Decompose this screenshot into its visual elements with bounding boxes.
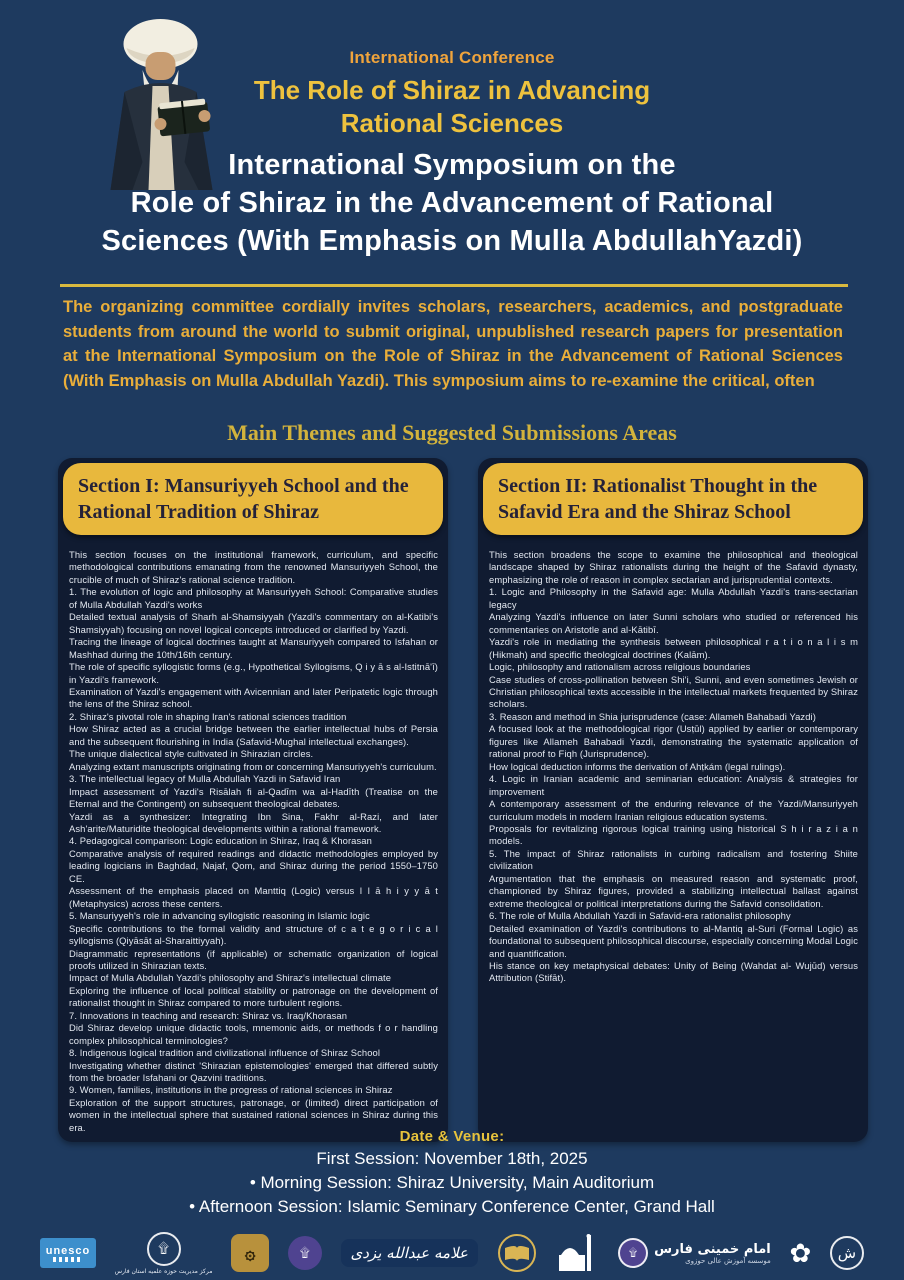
gold-emblem-icon: ۞: [231, 1234, 269, 1272]
themes-heading: Main Themes and Suggested Submissions Areas: [227, 420, 677, 445]
section-paragraph: 5. The impact of Shiraz rationalists in curbing radicalism and fostering Shiite civilization: [489, 847, 858, 872]
section-paragraph: Logic, philosophy and rationalism across religious boundaries: [489, 661, 751, 673]
section-paragraph: Comparative analysis of required readings and didactic methodologies employed by leading logicians in Baghdad, Najaf, Qom, and Shiraz during the period 1550–1750 CE.: [69, 847, 438, 884]
logo-gold-emblem: [231, 1234, 269, 1272]
unesco-wordmark: unesco: [45, 1244, 91, 1257]
venue-line: First Session: November 18th, 2025: [316, 1149, 588, 1168]
section-paragraph: Proposals for revitalizing rigorous logical training using historical S h i r a z i a n models.: [489, 822, 858, 847]
section-paragraph: Tracing the lineage of logical doctrines taught at Mansuriyyeh compared to Isfahan or Mashhad during the 10th/16th century.: [69, 636, 438, 660]
section-paragraph: 8. Indigenous logical tradition and civilizational influence of Shiraz School: [69, 1047, 381, 1059]
section-1-panel: [58, 458, 448, 1142]
logo-gold-book: [497, 1233, 537, 1273]
logo-howzeh-fars-label: مرکز مدیریت حوزه علمیه استان فارس: [114, 1267, 213, 1275]
section-paragraph: 7. Innovations in teaching and research: Shiraz vs. Iraq/Khorasan: [69, 1009, 348, 1021]
conference-title: [0, 74, 904, 140]
section-paragraph: Impact of Mulla Abdullah Yazdi's philosophy and Shiraz's intellectual climate: [69, 972, 392, 984]
section-paragraph: The role of specific syllogistic forms (e.g., Hypothetical Syllogisms, Q i y ā s al-Istitnā'ī) in Yazdi's framework.: [69, 661, 438, 685]
symposium-title: [0, 146, 904, 260]
unesco-icon: [40, 1238, 96, 1268]
section-paragraph: Detailed textual analysis of Sharh al-Shamsiyyah (Yazdi's commentary on al-Katibi's Shamsiyyah) focusing on novel logical concepts introduced or clarified by Yazdi.: [69, 611, 438, 635]
section-paragraph: 4. Logic in Iranian academic and seminarian education: Analysis & strategies for improvement: [489, 773, 858, 797]
intro-paragraph: The organizing committee cordially invites scholars, researchers, academics, and postgraduate students from around the world to submit original, unpublished research papers for presentation at the International Symposium on the Role of Shiraz in the Advancement of Rational Sciences (With Emphasis on Mulla Abdullah Yazdi). This symposium aims to re-examine the critical, often: [63, 298, 843, 390]
section-paragraph: Yazdi's role in mediating the synthesis between philosophical r a t i o n a l i s m (Hikmah) and specific theological doctrines (Kalām).: [489, 636, 858, 660]
section-paragraph: Examination of Yazdi's engagement with Avicennian and later Peripatetic logic through the lens of the Shiraz school.: [69, 685, 438, 710]
section-1-body: [58, 540, 448, 1142]
section-paragraph: How logical deduction informs the derivation of Ahṭkám (legal rulings).: [489, 760, 786, 772]
partner-logos-strip: [40, 1228, 864, 1278]
section-paragraph: 9. Women, families, institutions in the progress of rational sciences in Shiraz: [69, 1084, 393, 1096]
open-book-emblem-icon: [497, 1233, 537, 1273]
section-paragraph: The unique dialectical style cultivated in Shirazian circles.: [69, 748, 314, 760]
logo-round-calligraphy: [830, 1236, 864, 1270]
section-paragraph: Analyzing extant manuscripts originating from or concerning Mansuriyyeh's curriculum.: [69, 760, 437, 772]
venue-line: • Morning Session: Shiraz University, Main Auditorium: [249, 1173, 655, 1192]
logo-khomeini-title: امام خمینی فارس: [654, 1241, 771, 1257]
section-2-body: [478, 540, 868, 993]
logo-calligraphy-allameh: [341, 1239, 478, 1267]
section-paragraph: Detailed examination of Yazdi's contributions to al-Mantiq al-Suri (Formal Logic) as foundational to subsequent philosophical discourse, especially concerning Modal Logic and quantification.: [489, 922, 858, 959]
sections-container: [58, 458, 868, 1142]
section-paragraph: 6. The role of Mulla Abdullah Yazdi in Safavid-era rationalist philosophy: [489, 910, 791, 922]
logo-fars-foundation: [288, 1236, 322, 1270]
section-paragraph: Argumentation that the emphasis on measured reason and systematic proof, championed by Shiraz figures, provided a stabilizing intellectual ballast against extreme theological or political interpretations during the Safavid consolidation.: [489, 872, 858, 909]
section-paragraph: Specific contributions to the formal validity and structure of c a t e g o r i c a l syllogisms (Qiyāsāt al-Sharaittiyyah).: [69, 922, 438, 947]
venue-lines: [0, 1147, 904, 1219]
section-paragraph: 2. Shiraz's pivotal role in shaping Iran's rational sciences tradition: [69, 710, 347, 722]
calligraphy-icon: علامه عبدالله یزدی: [341, 1239, 478, 1267]
section-paragraph: Impact assessment of Yazdi's Risālah fi al-Qadīm wa al-Hadīth (Treatise on the Eternal and the Contingent) on subsequent theological debates.: [69, 785, 438, 810]
section-paragraph: A focused look at the methodological rigor (Usṭūl) applied by earlier or contemporary figures like Allameh Bahabadi Yazdi, demonstrating the systematic application of rational proof to Fiqh (Jurisprudence).: [489, 723, 858, 760]
logo-emam-khomeini-fars: [618, 1238, 771, 1268]
logo-khomeini-subtitle: موسسه آموزش عالی حوزوی: [685, 1256, 771, 1265]
section-paragraph: A contemporary assessment of the enduring relevance of the Yazdi/Mansuriyyeh curriculum models in modern Iranian religious education systems.: [489, 798, 858, 822]
logo-mosque: [555, 1233, 599, 1273]
section-paragraph: 1. The evolution of logic and philosophy at Mansuriyyeh School: Comparative studies of Mulla Abdullah Yazdi's works: [69, 586, 438, 610]
mosque-silhouette-icon: [555, 1233, 599, 1273]
gold-divider: [60, 284, 848, 287]
logo-howzeh-fars: [115, 1232, 213, 1275]
khomeini-emblem-icon: ۩: [618, 1238, 648, 1268]
section-paragraph: Exploration of the support structures, patronage, or (limited) direct participation of women in the intellectual sphere that sustained rational sciences in Shiraz during this era.: [69, 1096, 438, 1133]
symposium-title-line3: Sciences (With Emphasis on Mulla AbdullahYazdi): [101, 225, 803, 257]
conference-kicker: International Conference: [349, 48, 555, 67]
venue-line: • Afternoon Session: Islamic Seminary Conference Center, Grand Hall: [189, 1197, 715, 1216]
logo-shiraz-university: [789, 1240, 811, 1266]
section-paragraph: 5. Mansuriyyeh's role in advancing syllogistic reasoning in Islamic logic: [69, 910, 370, 922]
symposium-title-line1: International Symposium on the: [228, 149, 676, 181]
section-paragraph: Case studies of cross-pollination between Shi'i, Sunni, and even sometimes Jewish or Christian philosophical texts accessible in the intellectual markets frequented by Shiraz scholars.: [489, 673, 858, 710]
purple-emblem-icon: ۩: [288, 1236, 322, 1270]
venue-label: Date & Venue:: [399, 1128, 505, 1145]
section-paragraph: How Shiraz acted as a crucial bridge between the earlier intellectual hubs of Persia and the subsequent flourishing in India (Safavid-Mughal intellectual exchanges).: [69, 723, 438, 747]
section-paragraph: This section focuses on the institutional framework, curriculum, and specific methodological contributions emanating from the renowned Mansuriyyeh School, the crucible of much of Shiraz's rational science tradition.: [69, 549, 438, 585]
section-paragraph: Diagrammatic representations (if applicable) or schematic organization of logical proofs utilized in Shirazian texts.: [69, 947, 438, 971]
section-paragraph: Investigating whether distinct 'Shirazian epistemologies' emerged that differed subtly from the broader Isfahani or Qazvini traditions.: [69, 1059, 438, 1084]
section-paragraph: 4. Pedagogical comparison: Logic education in Shiraz, Iraq & Khorasan: [69, 835, 372, 847]
conference-title-line1: The Role of Shiraz in Advancing: [253, 75, 651, 105]
section-paragraph: 3. Reason and method in Shia jurisprudence (case: Allameh Bahabadi Yazdi): [489, 710, 816, 722]
section-paragraph: Did Shiraz develop unique didactic tools, mnemonic aids, or methods f o r handling complex philosophical terminologies?: [69, 1022, 438, 1046]
section-paragraph: Exploring the influence of local political stability or patronage on the development of rationalist thought in Shiraz compared to more turbulent regions.: [69, 984, 438, 1009]
section-paragraph: 3. The intellectual legacy of Mulla Abdullah Yazdi in Safavid Iran: [69, 773, 341, 785]
shiraz-university-emblem-icon: ✿: [789, 1238, 812, 1268]
symposium-title-line2: Role of Shiraz in the Advancement of Rational: [130, 187, 774, 219]
section-paragraph: 1. Logic and Philosophy in the Safavid age: Mulla Abdullah Yazdi's trans-sectarian legacy: [489, 586, 858, 610]
section-2-panel: [478, 458, 868, 1142]
section-1-title: Section I: Mansuriyyeh School and the Rational Tradition of Shiraz: [63, 463, 443, 535]
section-2-title: Section II: Rationalist Thought in the Safavid Era and the Shiraz School: [483, 463, 863, 535]
section-paragraph: His stance on key metaphysical debates: Unity of Being (Wahdat al- Wujūd) versus Attribution (Stifāt).: [489, 959, 858, 984]
section-paragraph: This section broadens the scope to examine the philosophical and theological landscape shaped by Shiraz rationalists during the height of the Safavid dynasty, emphasizing the role of reason in complex sectarian and jurisprudential contexts.: [489, 549, 858, 585]
section-paragraph: Assessment of the emphasis placed on Manttiq (Logic) versus I l ā h i y y ā t (Metaphysics) across these centers.: [69, 885, 438, 909]
iran-emblem-icon: ۩: [147, 1232, 181, 1266]
conference-title-line2: Rational Sciences: [340, 108, 564, 138]
round-calligraphy-icon: ش: [830, 1236, 864, 1270]
logo-unesco: [40, 1238, 96, 1268]
section-paragraph: Analyzing Yazdi's influence on later Sunni scholars who studied or referenced his commentaries on Aristotle and al-Kātibī.: [489, 611, 858, 635]
section-paragraph: Yazdi as a synthesizer: Integrating Ibn Sina, Fakhr al-Razi, and later Ash'arite/Maturidite theological developments within a rational framework.: [69, 810, 438, 834]
unesco-temple-icon: [53, 1257, 83, 1262]
